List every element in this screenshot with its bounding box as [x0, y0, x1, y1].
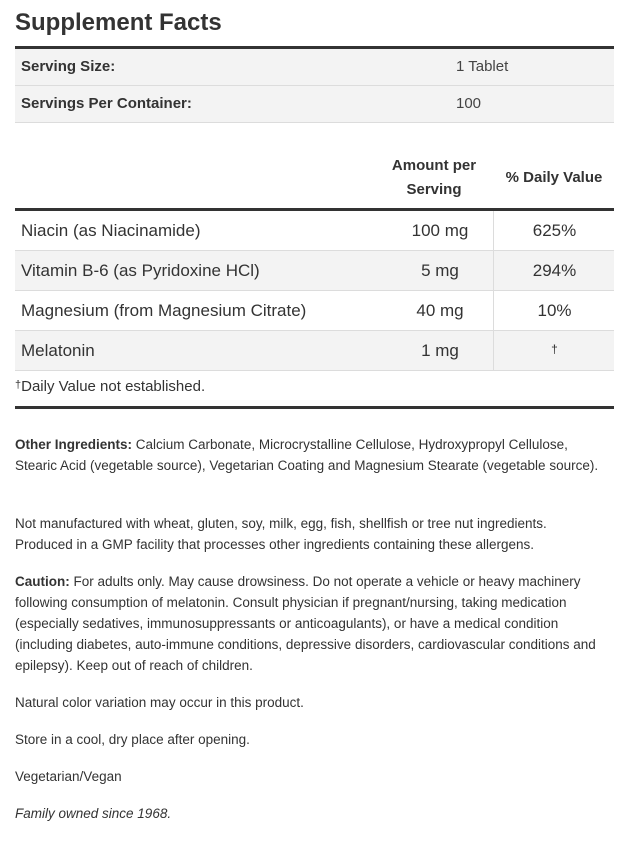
other-ingredients-label: Other Ingredients:: [15, 437, 133, 452]
caution-statement: [15, 571, 605, 676]
amount-header-line1: Amount per: [391, 157, 477, 174]
nutrient-name: Melatonin: [21, 341, 95, 360]
nutrient-amount: 40 mg: [416, 301, 464, 320]
color-variation-note: Natural color variation may occur in this product.: [15, 695, 304, 710]
nutrient-daily-value: †: [493, 331, 615, 370]
footnote-text: Daily Value not established.: [21, 378, 206, 395]
serving-size-row: [15, 49, 614, 86]
nutrient-daily-value: 294%: [493, 251, 615, 290]
other-ingredients: [15, 434, 605, 476]
bottom-divider: [15, 406, 614, 409]
family-owned-note: Family owned since 1968.: [15, 806, 172, 821]
storage-note: Store in a cool, dry place after opening.: [15, 732, 250, 747]
nutrient-amount: 100 mg: [411, 221, 469, 240]
nutrient-amount: 5 mg: [421, 261, 459, 280]
amount-header-line2: Serving: [406, 181, 462, 198]
other-ingredients-text: Calcium Carbonate, Microcrystalline Cellulose, Hydroxypropyl Cellulose, Stearic Acid (vegetable source), Vegetarian Coating and Magnesium Stearate (vegetable source).: [15, 437, 599, 473]
nutrient-amount: 1 mg: [421, 341, 459, 360]
diet-note: Vegetarian/Vegan: [15, 769, 122, 784]
amount-column-header: [378, 154, 490, 202]
serving-size-value: 1 Tablet: [456, 58, 509, 75]
serving-size-label: Serving Size:: [21, 58, 116, 75]
page-title: Supplement Facts: [15, 9, 222, 36]
daily-value-column-header: % Daily Value: [505, 169, 603, 186]
nutrient-row: [15, 251, 614, 291]
daily-value-footnote: [15, 378, 205, 395]
caution-label: Caution:: [15, 574, 70, 589]
nutrient-name: Niacin (as Niacinamide): [21, 221, 201, 240]
servings-per-container-value: 100: [456, 95, 482, 112]
nutrient-daily-value: 625%: [493, 211, 615, 250]
nutrient-row: [15, 291, 614, 331]
nutrient-daily-value: 10%: [493, 291, 615, 330]
nutrient-name: Vitamin B-6 (as Pyridoxine HCl): [21, 261, 260, 280]
caution-text: For adults only. May cause drowsiness. Do not operate a vehicle or heavy machinery following consumption of melatonin. Consult physician if pregnant/nursing, taking medication (especially sedatives, immunosuppressants or anticoagulants), or have a medical condition (including diabetes, auto-immune conditions, depressive disorders, cardiovascular conditions and epilepsy). Keep out of reach of children.: [15, 574, 596, 673]
nutrient-name: Magnesium (from Magnesium Citrate): [21, 301, 307, 320]
nutrient-row: [15, 211, 614, 251]
footnote-dagger: †: [15, 379, 22, 391]
servings-per-container-label: Servings Per Container:: [21, 95, 192, 112]
nutrient-row: [15, 331, 614, 371]
servings-per-container-row: [15, 86, 614, 123]
allergen-statement: Not manufactured with wheat, gluten, soy, milk, egg, fish, shellfish or tree nut ingredients. Produced in a GMP facility that processes other ingredients containing these allergens.: [15, 516, 547, 552]
